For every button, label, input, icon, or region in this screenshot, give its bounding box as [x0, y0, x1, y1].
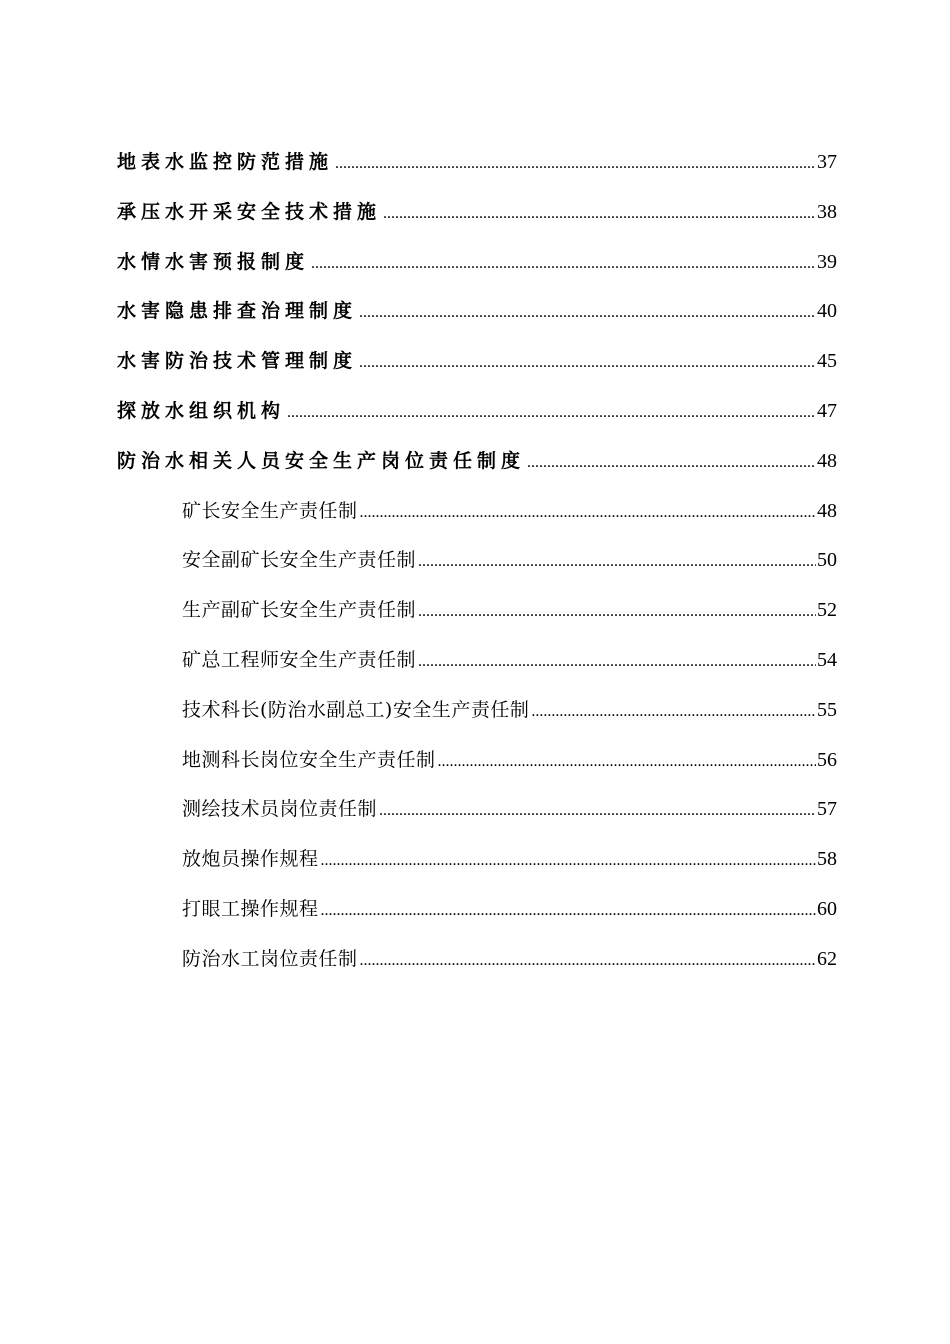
- toc-dot-leader: [418, 597, 816, 627]
- toc-dot-leader: [311, 249, 816, 279]
- toc-entry-title: 防治水工岗位责任制: [182, 948, 358, 970]
- toc-dot-leader: [359, 348, 816, 378]
- toc-entry-title: 生产副矿长安全生产责任制: [182, 599, 417, 621]
- toc-subentry[interactable]: [182, 496, 837, 526]
- toc-subentry[interactable]: [182, 794, 837, 824]
- toc-subentry[interactable]: [182, 595, 837, 625]
- toc-entry-title: 探放水组织机构: [117, 400, 286, 422]
- toc-page-number: 48: [817, 500, 837, 522]
- toc-subentry[interactable]: [182, 745, 837, 775]
- toc-page-number: 50: [817, 549, 837, 571]
- toc-dot-leader: [360, 946, 816, 976]
- toc-entry[interactable]: [117, 147, 837, 177]
- toc-page-number: 62: [817, 948, 837, 970]
- toc-entry[interactable]: [117, 296, 837, 326]
- toc-dot-leader: [287, 398, 816, 428]
- toc-dot-leader: [321, 896, 816, 926]
- toc-entry-title: 水害隐患排查治理制度: [117, 300, 358, 322]
- toc-entry[interactable]: [117, 247, 837, 277]
- toc-entry-title: 水害防治技术管理制度: [117, 350, 358, 372]
- toc-entry[interactable]: [117, 197, 837, 227]
- toc-dot-leader: [418, 647, 816, 677]
- toc-dot-leader: [321, 846, 816, 876]
- toc-page-number: 58: [817, 848, 837, 870]
- toc-page-number: 45: [817, 350, 837, 372]
- toc-dot-leader: [527, 448, 816, 478]
- toc-dot-leader: [383, 199, 816, 229]
- toc-entry-title: 防治水相关人员安全生产岗位责任制度: [117, 450, 526, 472]
- toc-page-number: 48: [817, 450, 837, 472]
- toc-entry-title: 技术科长(防治水副总工)安全生产责任制: [182, 699, 530, 721]
- toc-entry-title: 放炮员操作规程: [182, 848, 319, 870]
- toc-page-number: 40: [817, 300, 837, 322]
- toc-subentry[interactable]: [182, 844, 837, 874]
- toc-subentry[interactable]: [182, 695, 837, 725]
- toc-page-number: 52: [817, 599, 837, 621]
- toc-entry-title: 水情水害预报制度: [117, 251, 310, 273]
- toc-entry-title: 测绘技术员岗位责任制: [182, 798, 378, 820]
- toc-entry-title: 打眼工操作规程: [182, 898, 319, 920]
- toc-subentry[interactable]: [182, 645, 837, 675]
- toc-subentry[interactable]: [182, 545, 837, 575]
- toc-entry[interactable]: [117, 396, 837, 426]
- toc-page-number: 55: [817, 699, 837, 721]
- toc-entry[interactable]: [117, 446, 837, 476]
- toc-entry-title: 矿总工程师安全生产责任制: [182, 649, 417, 671]
- toc-page-number: 47: [817, 400, 837, 422]
- toc-dot-leader: [379, 796, 816, 826]
- toc-entry[interactable]: [117, 346, 837, 376]
- toc-page-number: 56: [817, 749, 837, 771]
- toc-dot-leader: [531, 697, 816, 727]
- toc-subentry[interactable]: [182, 944, 837, 974]
- toc-dot-leader: [359, 298, 816, 328]
- toc-entry-title: 矿长安全生产责任制: [182, 500, 358, 522]
- toc-entry-title: 承压水开采安全技术措施: [117, 201, 382, 223]
- toc-page-number: 60: [817, 898, 837, 920]
- toc-entry-title: 地测科长岗位安全生产责任制: [182, 749, 436, 771]
- toc-entry-title: 地表水监控防范措施: [117, 151, 334, 173]
- toc-subentry[interactable]: [182, 894, 837, 924]
- toc-page-number: 38: [817, 201, 837, 223]
- toc-dot-leader: [438, 747, 816, 777]
- toc-page-number: 57: [817, 798, 837, 820]
- toc-entry-title: 安全副矿长安全生产责任制: [182, 549, 417, 571]
- toc-dot-leader: [335, 149, 816, 179]
- toc-page-number: 54: [817, 649, 837, 671]
- toc-page-number: 37: [817, 151, 837, 173]
- toc-dot-leader: [360, 498, 816, 528]
- toc-dot-leader: [418, 547, 816, 577]
- toc-page-number: 39: [817, 251, 837, 273]
